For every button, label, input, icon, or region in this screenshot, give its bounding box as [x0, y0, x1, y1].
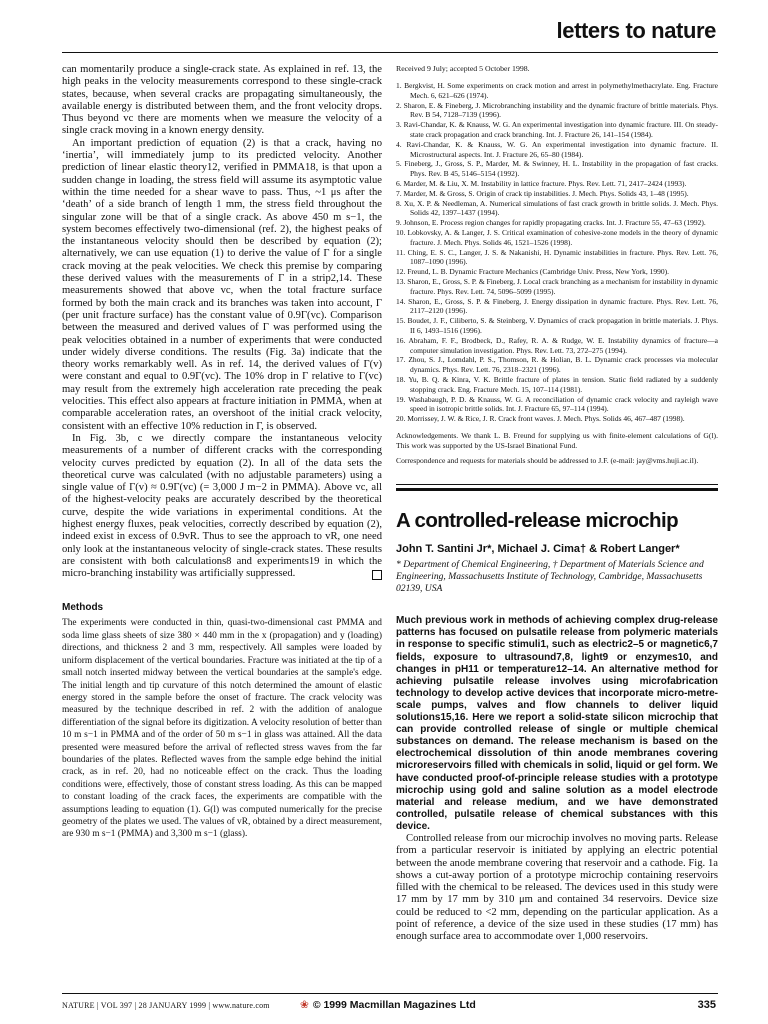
methods-text: The experiments were conducted in thin, quasi-two-dimensional cast PMMA and soda lime glass sheets of size 380 × 440 mm in the x (propagation) and y (loading) directions, and thickness 2 and 3 mm, respectively. All samples were loaded by uniform displacement of the vertical boundaries. Fracture was initiated at the tip of a small notch inserted midway between the vertical boundaries at the sample's edge. The initial length and tip curvature of this notch determined the amount of elastic energy stored in the sample before the onset of fracture. The crack velocity was measured by the technique described in ref. 2 with the addition of analogue differentiation of the signal before its digitization. A velocity resolution of better than 10 m s−1 in PMMA and of the order of 50 m s−1 in glass was attained. All the data presented were measured before the arrival of reflected stress waves from the far boundaries of the plates. Reflected waves from the sample edge behind the initial crack, as in ref. 20, had no noticeable effect on the crack. Thus the loading conditions were, effectively, those of constant stress loading. As this can be mapped to constant loading of the crack faces, the experiments are compatible with the assumptions leading to equation (1). G(l) was computed numerically for the precise geometry of the plates we used. The values of vR, obtained by a direct measurement, are 930 m s−1 (PMMA) and 3,300 m s−1 (glass).	[62, 618, 382, 840]
article-title: A controlled-release microchip	[396, 509, 678, 533]
left-column	[62, 64, 382, 841]
footer-journal-info: NATURE | VOL 397 | 28 JANUARY 1999 | www.nature.com	[62, 1001, 270, 1010]
reference-item: 18. Yu, B. Q. & Kinra, V. K. Brittle fracture of plates in tension. Static field radiated by a suddenly stopping crack. Eng. Fracture Mech. 15, 107–114 (1981).	[396, 374, 718, 394]
reference-item: 14. Sharon, E., Gross, S. P. & Fineberg, J. Energy dissipation in dynamic fracture. Phys. Rev. Lett. 76, 2117–2120 (1996).	[396, 296, 718, 316]
reference-list	[396, 81, 718, 424]
received-line: Received 9 July; accepted 5 October 1998.	[396, 64, 530, 73]
article-abstract: Much previous work in methods of achieving complex drug-release patterns has focused on pulsatile release from polymeric materials in response to specific stimuli1, such as electric2–5 or magnetic6,7 fields, exposure to ultrasound7,8, light9 or enzymes10, and changes in pH11 or temperature12–14. An alternative method for achieving pulsatile release involves using microfabrication technology to develop active devices that incorporate micro-metre-scale pumps, valves and flow channels to deliver liquid solutions15,16. Here we report a solid-state silicon microchip that can provide controlled release of single or multiple chemical substances on demand. The release mechanism is based on the electrochemical dissolution of thin anode membranes covering microreservoirs filled with chemicals in solid, liquid or gel form. We have conducted proof-of-principle release studies with a prototype microchip using gold and saline solution as a model electrode material and release medium, and we have demonstrated controlled, pulsatile release of chemical substances with this device.	[396, 615, 718, 832]
correspondence: Correspondence and requests for materials should be addressed to J.F. (e-mail: jay@vms.huji.ac.il).	[396, 456, 699, 466]
reference-item: 7. Marder, M. & Gross, S. Origin of crack tip instabilities. J. Mech. Phys. Solids 43, 1–48 (1995).	[396, 188, 689, 198]
body-paragraph: An important prediction of equation (2) is that a crack, having no ‘inertia’, will immediately jump to its predicted velocity. Another prediction of linear elastic theory12, verified in PMMA18, is that upon a sudden change in loading, the stress field will assume its asymptotic value within the time needed for a shear wave to pass. Thus, ~1 μs after the ‘death’ of a side branch of length 1 mm, the stress field throughout the singular zone will be that of a single crack. As above 450 m s−1, the system becomes effectively two-dimensional (ref. 2), the highest peaks of the instantaneous velocity should then be described by equation (2); alternatively, we can use equation (1) to derive the value of Γ for a single crack moving at the peak velocities. We check this premise by comparing these derived values with the measurements of Γ in a strip2,14. These measurements showed that above vc, when the total fracture surface formed by both the main crack and its branches was taken into account, Γ (per unit fracture surface) has the constant value of 0.9Γ(vc). Comparison between the measured and derived values of Γ was performed using the peak velocities obtained in a number of experiments that were conducted under widely diverse conditions. The results (Fig. 3a) indicate that the theory works remarkably well. As in ref. 14, the derived values of Γ(v) were constant and equal to 0.9Γ(vc). The 10% drop in Γ relative to Γ(vc) may result from the extremely high acceleration rate preceding the peak velocities. This effect also appears at fracture initiation in PMMA, when at comparable acceleration rates, an overshoot of the initial crack velocity, consistent with an effective 10% reduction in Γ, is observed.	[62, 137, 382, 432]
reference-item: 13. Sharon, E., Gross, S. P. & Fineberg, J. Local crack branching as a mechanism for instability in dynamic fracture. Phys. Rev. Lett. 74, 5096–5099 (1995).	[396, 276, 718, 296]
reference-item: 3. Ravi-Chandar, K. & Knauss, W. G. An experimental investigation into dynamic fracture. III. On steady-state crack propagation and crack branching. Int. J. Fracture 26, 141–154 (1984).	[396, 120, 718, 139]
reference-item: 19. Washabaugh, P. D. & Knauss, W. G. A reconciliation of dynamic crack velocity and rayleigh wave speed in isotropic brittle solids. Int. J. Fracture 65, 97–114 (1994).	[396, 394, 718, 414]
footer-copyright: ❀ © 1999 Macmillan Magazines Ltd	[300, 999, 476, 1011]
right-column	[396, 64, 718, 944]
reference-item: 15. Boudet, J. F., Ciliberto, S. & Steinberg, V. Dynamics of crack propagation in brittle materials. J. Phys. II 6, 1493–1516 (1996).	[396, 316, 718, 335]
article-authors: John T. Santini Jr*, Michael J. Cima† & Robert Langer*	[396, 543, 680, 556]
reference-item: 1. Bergkvist, H. Some experiments on crack motion and arrest in polymethylmethacrylate. Eng. Fracture Mech. 6, 621–626 (1974).	[396, 81, 718, 100]
reference-item: 6. Marder, M. & Liu, X. M. Instability in lattice fracture. Phys. Rev. Lett. 71, 2417–2424 (1993).	[396, 178, 687, 188]
reference-item: 8. Xu, X. P. & Needleman, A. Numerical simulations of fast crack growth in brittle solids. J. Mech. Phys. Solids 42, 1397–1437 (1994).	[396, 198, 718, 218]
methods-heading: Methods	[62, 602, 104, 614]
article-divider-thin	[396, 484, 718, 485]
reference-item: 10. Lobkovsky, A. & Langer, J. S. Critical examination of cohesive-zone models in the theory of dynamic fracture. J. Mech. Phys. Solids 46, 1521–1526 (1998).	[396, 227, 718, 247]
page-number: 335	[697, 999, 716, 1011]
body-paragraph: can momentarily produce a single-crack state. As explained in ref. 13, the high peaks in the velocity measurements correspond to these single-crack states, because, when several cracks are propagating simultaneously, the available energy is distributed between them, and the front velocity drops. Thus beyond vc there are moments when we measure the velocity of a single crack moving in a known energy density.	[62, 64, 382, 137]
footer-rule	[62, 993, 718, 994]
journal-brand: letters to nature	[556, 18, 716, 43]
reference-item: 4. Ravi-Chandar, K. & Knauss, W. G. An experimental investigation into dynamic fracture. II. Microstructural aspects. Int. J. Fracture 26, 65–80 (1984).	[396, 139, 718, 159]
reference-item: 2. Sharon, E. & Fineberg, J. Microbranching instability and the dynamic fracture of brittle materials. Phys. Rev. B 54, 7128–7139 (1996).	[396, 100, 718, 120]
reference-item: 9. Johnson, E. Process region changes for rapidly propagating cracks. Int. J. Fracture 55, 47–63 (1992).	[396, 218, 706, 228]
reference-item: 16. Abraham, F. F., Brodbeck, D., Rafey, R. A. & Rudge, W. E. Instability dynamics of fracture—a computer simulation investigation. Phys. Rev. Lett. 73, 272–275 (1994).	[396, 335, 718, 355]
article-body: Controlled release from our microchip involves no moving parts. Release from a particular reservoir is initiated by applying an electric potential between the anode membrane covering that reservoir and a cathode. Fig. 1a shows a cut-away portion of a prototype microchip containing reservoirs filled with the chemical to be released. The devices used in this study were 17 mm by 17 mm by 310 μm and contained 34 reservoirs. Device size could be reduced to <2 mm, depending on the particular application. As a point of reference, a device of the size used in these studies (17 mm) has enough surface area to accommodate over 1,000 reservoirs.	[396, 832, 718, 943]
end-of-text-square-icon	[372, 570, 382, 580]
reference-item: 17. Zhou, S. J., Lomdahl, P. S., Thomson, R. & Holian, B. L. Dynamic crack processes via molecular dynamics. Phys. Rev. Lett. 76, 2318–2321 (1996).	[396, 355, 718, 375]
article-affiliation: * Department of Chemical Engineering, † Department of Materials Science and Engineering, Massachusetts Institute of Technology, Cambridge, Massachusetts 02139, USA	[396, 559, 704, 595]
header-rule	[62, 52, 718, 53]
macmillan-logo-icon: ❀	[300, 999, 309, 1011]
reference-item: 5. Fineberg, J., Gross, S. P., Marder, M. & Swinney, H. L. Instability in the propagation of fast cracks. Phys. Rev. B 45, 5146–5154 (1992).	[396, 159, 718, 179]
article-divider-thick	[396, 488, 718, 491]
acknowledgements: Acknowledgements. We thank L. B. Freund for supplying us with finite-element calculations of G(l). This work was supported by the US-Israel Binational Fund.	[396, 430, 718, 450]
body-paragraph: In Fig. 3b, c we directly compare the instantaneous velocity measurements of a number of different cracks with the corresponding velocity curves predicted by equation (2). In all of the data sets the theoretical curve was calculated (with no adjustable parameters) using a single value of Γ(v) ≈ 0.9Γ(vc) (= 3,000 J m−2 in PMMA). Above vc, all of the highest-velocity peaks are accurately described by the theoretical curve, despite the wide variations in experimental conditions. At the highest energy fluxes, peak velocities, correctly described by equation (2), indeed exist in excess of 0.9vR. Thus to see the approach to vR, one need only look at the instantaneous velocity of single-crack states. These results are consistent with both calculations8 and experiments19 in which the micro-branching instability was artificially suppressed.	[62, 432, 382, 580]
reference-item: 11. Ching, E. S. C., Langer, J. S. & Nakanishi, H. Dynamic instabilities in fracture. Phys. Rev. Lett. 76, 1087–1090 (1996).	[396, 247, 718, 267]
reference-item: 12. Freund, L. B. Dynamic Fracture Mechanics (Cambridge Univ. Press, New York, 1990).	[396, 267, 670, 277]
reference-item: 20. Morrissey, J. W. & Rice, J. R. Crack front waves. J. Mech. Phys. Solids 46, 467–487 (1998).	[396, 414, 685, 424]
